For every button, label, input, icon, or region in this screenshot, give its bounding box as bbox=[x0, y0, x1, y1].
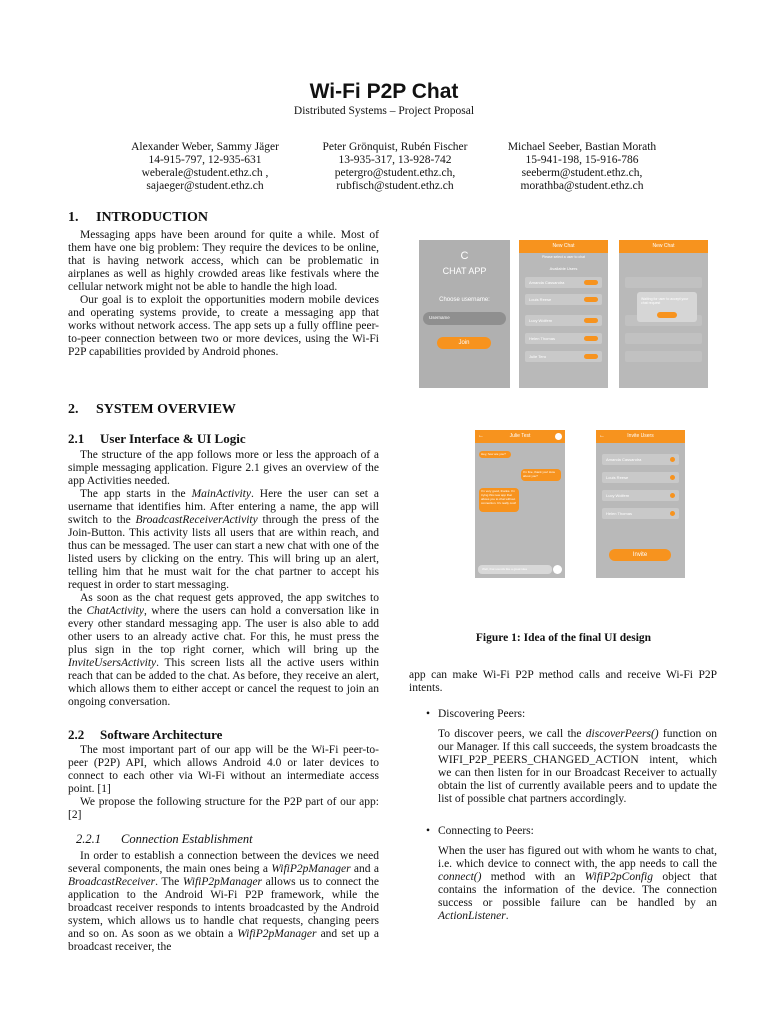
paper-title: Wi-Fi P2P Chat bbox=[309, 80, 459, 103]
author-names: Michael Seeber, Bastian Morath bbox=[507, 141, 657, 153]
mockup-chat-screen bbox=[475, 430, 565, 578]
user-row[interactable]: Amanda Cassandra bbox=[525, 277, 602, 288]
new-chat-topbar: New Chat bbox=[619, 240, 708, 253]
ui-body bbox=[68, 449, 379, 709]
user-row-blurred bbox=[625, 277, 702, 288]
bullet-icon: • bbox=[426, 825, 431, 837]
paragraph: The app starts in the MainActivity. Here the user can set a username that identifies him. After entering a name, the app will switch to the BroadcastReceiverActivity through the press of the Join-Button. This activity lists all users that are within reach, and thus can be messaged. The user can start a new chat with one of the listed users by clicking on the entry. This will bring up an alert, telling him that he must wait for the chat partner to accept his request in order to start messaging. bbox=[68, 488, 379, 591]
author-block-2 bbox=[295, 141, 495, 193]
mockup-new-chat-screen bbox=[519, 240, 608, 388]
available-users-label: Available Users bbox=[549, 266, 578, 271]
bullet-label: Discovering Peers: bbox=[438, 708, 526, 720]
bullet-discovering-peers bbox=[426, 708, 717, 806]
user-row[interactable]: Louis Reese bbox=[525, 294, 602, 305]
mockup-login-screen bbox=[419, 240, 510, 388]
paragraph: app can make Wi-Fi P2P method calls and receive Wi-Fi P2P intents. bbox=[409, 669, 717, 694]
mockup-new-chat-alert-screen bbox=[619, 240, 708, 388]
author-email: sajaeger@student.ethz.ch bbox=[146, 180, 264, 192]
new-chat-subtitle: Please select a user to chat bbox=[542, 255, 585, 259]
section-heading-introduction: 1. INTRODUCTION bbox=[68, 210, 209, 225]
back-arrow-icon[interactable]: ← bbox=[599, 433, 605, 439]
invite-topbar: Invite Users bbox=[596, 430, 685, 443]
subsubsection-heading-connection: 2.2.1 Connection Establishment bbox=[76, 832, 253, 846]
new-chat-topbar: New Chat bbox=[519, 240, 608, 253]
message-bubble-sent: I'm fine, thank you! How about you? bbox=[521, 469, 561, 481]
author-names: Peter Grönquist, Rubén Fischer bbox=[322, 141, 468, 153]
author-email: rubfisch@student.ethz.ch bbox=[336, 180, 454, 192]
invite-user-row[interactable]: Amanda Cassandra bbox=[602, 454, 679, 465]
invite-user-row[interactable]: Lucy Wolfern bbox=[602, 490, 679, 501]
author-ids: 14-915-797, 12-935-631 bbox=[148, 154, 262, 166]
invite-user-row[interactable]: Louis Reese bbox=[602, 472, 679, 483]
app-logo-icon: C bbox=[460, 250, 469, 262]
paragraph: Messaging apps have been around for quite a while. Most of them have one big problem: They require the devices to be online, that is having network access, which can be problematic in airplanes as well as highly crowded areas like festivals where the cellular network might not be able to handle the high load. bbox=[68, 229, 379, 293]
waiting-alert-dialog bbox=[637, 292, 697, 322]
paper-subtitle: Distributed Systems – Project Proposal bbox=[293, 105, 475, 117]
invite-button[interactable]: Invite bbox=[609, 549, 671, 561]
bullet-icon: • bbox=[426, 708, 431, 720]
mockup-invite-users-screen bbox=[596, 430, 685, 578]
alert-button[interactable] bbox=[657, 312, 677, 318]
bullet-text: When the user has figured out with whom he wants to chat, i.e. which device to connect with, the app needs to call the connect() method with an WifiP2pConfig object that contains the information of the device. The connection success or possible failure can be handled by an ActionListener. bbox=[438, 845, 717, 922]
user-row-blurred bbox=[625, 333, 702, 344]
choose-username-label: Choose username: bbox=[439, 297, 490, 303]
subsection-heading-ui: 2.1 User Interface & UI Logic bbox=[68, 431, 246, 446]
author-email: weberale@student.ethz.ch , bbox=[141, 167, 269, 179]
architecture-body bbox=[68, 744, 379, 822]
subsection-heading-architecture: 2.2 Software Architecture bbox=[68, 727, 223, 742]
user-row[interactable]: Lucy Wolfern bbox=[525, 315, 602, 326]
paragraph: As soon as the chat request gets approved, the app switches to the ChatActivity, where the users can hold a conversation like in every other standard messaging app. The user is also able to add other users to an already active chat. For this, he must press the plus sign in the top right corner, which will bring up the InviteUsersActivity. This screen lists all the active users within reach that can be added to the chat. As before, they receive an alert, which allows them to either accept or cancel the request to join an ongoing conversation. bbox=[68, 592, 379, 708]
author-block-1 bbox=[105, 141, 305, 193]
connection-body bbox=[68, 850, 379, 954]
right-column-body bbox=[409, 669, 717, 695]
invite-user-row[interactable]: Helen Thomas bbox=[602, 508, 679, 519]
figure-caption: Figure 1: Idea of the final UI design bbox=[475, 632, 652, 644]
back-arrow-icon[interactable]: ← bbox=[478, 433, 484, 439]
author-ids: 13-935-317, 13-928-742 bbox=[338, 154, 452, 166]
author-names: Alexander Weber, Sammy Jäger bbox=[131, 141, 279, 153]
chat-topbar: Julie Test bbox=[475, 430, 565, 443]
message-input[interactable]: Well, that sounds like a great idea bbox=[478, 565, 552, 574]
username-placeholder: Username bbox=[429, 315, 450, 320]
app-name: CHAT APP bbox=[442, 266, 487, 276]
send-icon[interactable] bbox=[553, 565, 562, 574]
paragraph: The most important part of our app will be the Wi-Fi peer-to-peer (P2P) API, which allows Android 4.0 or later devices to connect to each other via Wi-Fi without an intermediate access point. [1] bbox=[68, 744, 379, 795]
bullet-connecting-peers bbox=[426, 825, 717, 923]
paragraph: We propose the following structure for the P2P part of our app: [2] bbox=[68, 796, 379, 821]
bullet-text: To discover peers, we call the discoverPeers() function on our Manager. If this call succeeds, the system broadcasts the WIFI_P2P_PEERS_CHANGED_ACTION intent, which we can then listen for in our Broadcast Receiver to actually obtain the list of currently available peers and to update the list of possible chat partners accordingly. bbox=[438, 728, 717, 805]
message-bubble-received: I'm very good, thanks. I'm trying this new app that allows you to chat without connection. It's really cool! bbox=[479, 488, 519, 512]
author-email: seeberm@student.ethz.ch, bbox=[521, 167, 643, 179]
add-user-plus-icon[interactable] bbox=[555, 433, 562, 440]
user-row[interactable]: Helen Thomas bbox=[525, 333, 602, 344]
intro-body bbox=[68, 229, 379, 359]
username-input[interactable] bbox=[423, 312, 506, 325]
bullet-label: Connecting to Peers: bbox=[438, 825, 534, 837]
author-email: petergro@student.ethz.ch, bbox=[334, 167, 456, 179]
paragraph: Our goal is to exploit the opportunities modern mobile devices and operating systems provide, to create a messaging app that works without network access. The app sets up a fully offline peer-to-peer connection between two or more devices, using the Wi-Fi P2P capabilities provided by Android phones. bbox=[68, 294, 379, 358]
author-ids: 15-941-198, 15-916-786 bbox=[525, 154, 639, 166]
section-heading-system-overview: 2. SYSTEM OVERVIEW bbox=[68, 402, 236, 417]
alert-text: Waiting for user to accept your chat request bbox=[641, 297, 689, 305]
user-row[interactable]: Julie Tero bbox=[525, 351, 602, 362]
author-email: morathba@student.ethz.ch bbox=[520, 180, 644, 192]
paragraph: The structure of the app follows more or less the approach of a simple messaging application. Figure 2.1 gives an overview of the app Activities needed. bbox=[68, 449, 379, 487]
user-row-blurred bbox=[625, 351, 702, 362]
message-bubble-received: Hey, how are you? bbox=[479, 451, 511, 458]
join-button[interactable]: Join bbox=[437, 337, 491, 349]
author-block-3 bbox=[482, 141, 682, 193]
paragraph: In order to establish a connection between the devices we need several components, the main ones being a WifiP2pManager and a BroadcastReceiver. The WifiP2pManager allows us to connect the application to the Android Wi-Fi P2P framework, while the broadcast receiver responds to intents broadcasted by the Android system, which allows us to handle chat requests, changing peers and so on. As soon as we obtain a WifiP2pManager and set up a broadcast receiver, the bbox=[68, 850, 379, 953]
